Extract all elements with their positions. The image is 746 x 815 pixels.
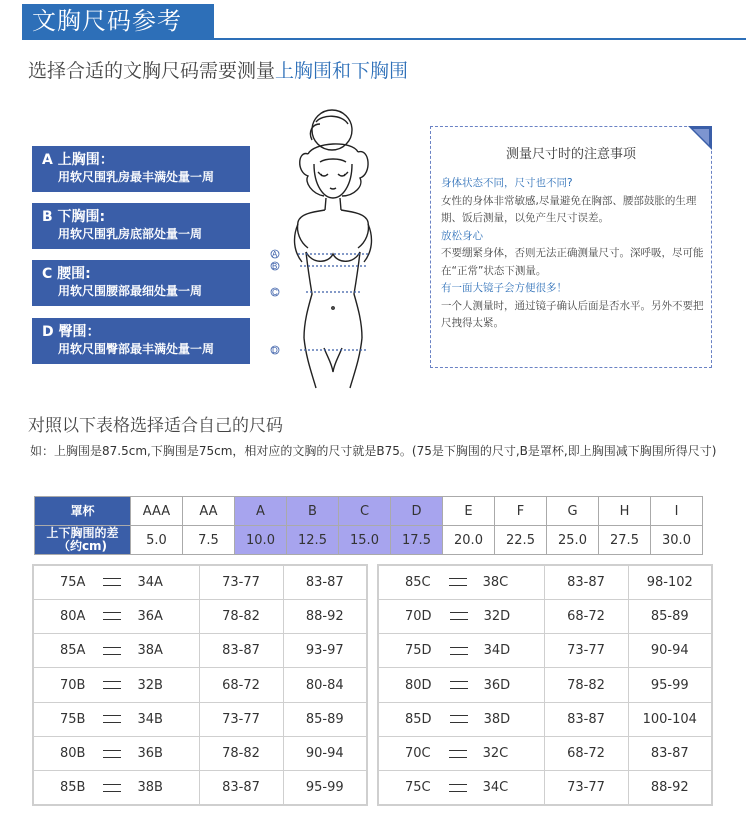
size-label: 70B — [60, 677, 86, 693]
overbust-range-cell: 98-102 — [628, 565, 712, 599]
size-label: 85B — [60, 780, 86, 796]
overbust-range-cell: 88-92 — [283, 599, 367, 633]
underbust-range-cell: 68-72 — [199, 668, 283, 702]
note-text: 一个人测量时，通过镜子确认后面是否水平。另外不要把尺拽得太紧。 — [441, 299, 704, 329]
equivalent-size-label: 34B — [137, 711, 163, 727]
cup-cell: A — [235, 497, 287, 526]
diff-cell: 15.0 — [339, 526, 391, 555]
notes-panel — [430, 126, 712, 368]
underbust-range-cell: 78-82 — [544, 668, 628, 702]
measurement-box-d — [32, 318, 250, 364]
size-equivalence-cell — [33, 771, 199, 805]
underbust-range-cell: 83-87 — [199, 634, 283, 668]
diff-row-label: 上下胸围的差（约cm) — [35, 526, 131, 555]
size-label: 75C — [405, 780, 431, 796]
equals-icon — [450, 681, 468, 689]
table-row — [33, 771, 367, 805]
equivalent-size-label: 32D — [483, 608, 511, 624]
diff-cell: 10.0 — [235, 526, 287, 555]
equivalent-size-label: 38C — [482, 574, 509, 590]
section-title: 对照以下表格选择适合自己的尺码 — [28, 416, 283, 436]
equals-icon — [103, 715, 121, 723]
overbust-range-cell: 100-104 — [628, 702, 712, 736]
note-heading: 放松身心 — [441, 229, 483, 242]
underbust-range-cell: 83-87 — [199, 771, 283, 805]
overbust-range-cell: 83-87 — [628, 736, 712, 770]
underbust-range-cell: 78-82 — [199, 736, 283, 770]
overbust-range-cell: 88-92 — [628, 771, 712, 805]
equivalent-size-label: 32C — [482, 746, 509, 762]
cup-table — [34, 496, 703, 555]
equals-icon — [449, 784, 467, 792]
title-underline — [22, 38, 746, 40]
size-label: 75B — [60, 711, 86, 727]
size-label: 70D — [405, 608, 432, 624]
measurement-box-b — [32, 203, 250, 249]
diff-cell: 22.5 — [495, 526, 547, 555]
equals-icon — [103, 578, 121, 586]
table-row — [33, 634, 367, 668]
diff-cell: 20.0 — [443, 526, 495, 555]
note-heading: 有一面大镜子会方便很多！ — [441, 282, 567, 294]
size-equivalence-cell — [33, 634, 199, 668]
size-label: 75D — [405, 643, 432, 659]
cup-cell: C — [339, 497, 391, 526]
page-title: 文胸尺码参考 — [32, 7, 182, 35]
measurement-heading: A 上胸围： — [42, 152, 114, 168]
equivalent-size-label: 34D — [483, 643, 511, 659]
size-equivalence-cell — [378, 634, 544, 668]
underbust-range-cell: 83-87 — [544, 702, 628, 736]
diff-cell: 12.5 — [287, 526, 339, 555]
diff-cell: 30.0 — [651, 526, 703, 555]
measurement-desc: 用软尺围臀部最丰满处量一周 — [58, 342, 215, 356]
diff-cell: 25.0 — [547, 526, 599, 555]
table-row — [378, 634, 712, 668]
note-text: 女性的身体非常敏感,尽量避免在胸部、腰部鼓胀的生理期、饭后测量，以免产生尺寸误差。 — [441, 194, 697, 224]
measurement-desc: 用软尺围乳房最丰满处量一周 — [58, 170, 215, 184]
size-label: 80B — [60, 746, 86, 762]
size-label: 85D — [405, 711, 432, 727]
table-row — [33, 668, 367, 702]
equals-icon — [450, 647, 468, 655]
size-label: 80A — [60, 608, 86, 624]
size-label: 70C — [405, 746, 431, 762]
equivalent-size-label: 38B — [137, 780, 163, 796]
size-equivalence-cell — [33, 736, 199, 770]
size-table-left — [32, 564, 368, 806]
marker-a: A — [272, 250, 278, 259]
table-row — [378, 736, 712, 770]
equivalent-size-label: 32B — [137, 677, 163, 693]
measurement-heading: C 腰围: — [42, 266, 91, 282]
size-equivalence-cell — [33, 565, 199, 599]
cup-cell: F — [495, 497, 547, 526]
underbust-range-cell: 73-77 — [544, 634, 628, 668]
underbust-range-cell: 68-72 — [544, 599, 628, 633]
overbust-range-cell: 95-99 — [628, 668, 712, 702]
equals-icon — [449, 750, 467, 758]
underbust-range-cell: 73-77 — [544, 771, 628, 805]
example-text: 如：上胸围是87.5cm,下胸围是75cm，相对应的文胸的尺寸就是B75。(75是下胸围的尺寸,B是罩杯,即上胸围减下胸围所得尺寸) — [30, 444, 717, 458]
measurement-box-c — [32, 260, 250, 306]
size-equivalence-cell — [33, 599, 199, 633]
underbust-range-cell: 73-77 — [199, 565, 283, 599]
size-equivalence-cell — [378, 565, 544, 599]
overbust-range-cell: 85-89 — [283, 702, 367, 736]
table-row — [378, 599, 712, 633]
notes-body — [441, 175, 705, 333]
size-equivalence-cell — [378, 702, 544, 736]
cup-row — [35, 497, 703, 526]
diff-cell: 27.5 — [599, 526, 651, 555]
equivalent-size-label: 36A — [137, 608, 163, 624]
overbust-range-cell: 83-87 — [283, 565, 367, 599]
equals-icon — [449, 578, 467, 586]
equals-icon — [103, 612, 121, 620]
title-banner — [22, 4, 214, 38]
notes-title: 测量尺寸时的注意事项 — [505, 147, 636, 162]
cup-cell: I — [651, 497, 703, 526]
equivalent-size-label: 38D — [483, 711, 511, 727]
equals-icon — [103, 784, 121, 792]
marker-d: D — [272, 346, 278, 355]
equals-icon — [103, 681, 121, 689]
subtitle — [28, 56, 408, 83]
measurement-desc: 用软尺围乳房底部处量一周 — [58, 227, 203, 241]
cup-cell: AAA — [131, 497, 183, 526]
size-equivalence-cell — [378, 599, 544, 633]
table-row — [378, 771, 712, 805]
size-label: 80D — [405, 677, 432, 693]
marker-c: C — [272, 288, 278, 297]
subtitle-prefix: 选择合适的文胸尺码需要测量 — [28, 60, 276, 82]
diff-cell: 17.5 — [391, 526, 443, 555]
measurement-heading: D 臀围： — [42, 324, 101, 340]
size-equivalence-cell — [378, 668, 544, 702]
size-equivalence-cell — [378, 736, 544, 770]
equivalent-size-label: 34A — [137, 574, 163, 590]
table-row — [378, 565, 712, 599]
equivalent-size-label: 38A — [137, 643, 163, 659]
size-equivalence-cell — [378, 771, 544, 805]
body-figure — [268, 102, 398, 390]
note-text: 不要绷紧身体，否则无法正确测量尺寸。深呼吸，尽可能在“正常”状态下测量。 — [441, 247, 704, 277]
overbust-range-cell: 90-94 — [283, 736, 367, 770]
measurement-box-a — [32, 146, 250, 192]
size-label: 85A — [60, 643, 86, 659]
measurement-heading: B 下胸围: — [42, 209, 106, 225]
note-heading: 身体状态不同，尺寸也不同? — [441, 177, 573, 189]
cup-cell: B — [287, 497, 339, 526]
size-label: 75A — [60, 574, 86, 590]
overbust-range-cell: 95-99 — [283, 771, 367, 805]
cup-cell: H — [599, 497, 651, 526]
marker-b: B — [272, 262, 278, 271]
cup-cell: G — [547, 497, 599, 526]
diff-row — [35, 526, 703, 555]
size-equivalence-cell — [33, 668, 199, 702]
cup-cell: D — [391, 497, 443, 526]
overbust-range-cell: 93-97 — [283, 634, 367, 668]
table-row — [378, 668, 712, 702]
size-equivalence-cell — [33, 702, 199, 736]
equivalent-size-label: 36D — [483, 677, 511, 693]
table-row — [378, 702, 712, 736]
equals-icon — [450, 715, 468, 723]
size-table-right — [377, 564, 713, 806]
equals-icon — [103, 750, 121, 758]
underbust-range-cell: 83-87 — [544, 565, 628, 599]
table-row — [33, 736, 367, 770]
table-row — [33, 599, 367, 633]
measurement-desc: 用软尺围腰部最细处量一周 — [58, 284, 203, 298]
diff-cell: 7.5 — [183, 526, 235, 555]
overbust-range-cell: 90-94 — [628, 634, 712, 668]
overbust-range-cell: 85-89 — [628, 599, 712, 633]
equals-icon — [450, 612, 468, 620]
cup-row-label: 罩杯 — [35, 497, 131, 526]
size-label: 85C — [405, 574, 431, 590]
underbust-range-cell: 68-72 — [544, 736, 628, 770]
cup-cell: E — [443, 497, 495, 526]
diff-cell: 5.0 — [131, 526, 183, 555]
equals-icon — [103, 647, 121, 655]
overbust-range-cell: 80-84 — [283, 668, 367, 702]
table-row — [33, 702, 367, 736]
equivalent-size-label: 34C — [482, 780, 509, 796]
underbust-range-cell: 78-82 — [199, 599, 283, 633]
cup-cell: AA — [183, 497, 235, 526]
underbust-range-cell: 73-77 — [199, 702, 283, 736]
equivalent-size-label: 36B — [137, 746, 163, 762]
table-row — [33, 565, 367, 599]
subtitle-highlight: 上胸围和下胸围 — [275, 60, 409, 82]
